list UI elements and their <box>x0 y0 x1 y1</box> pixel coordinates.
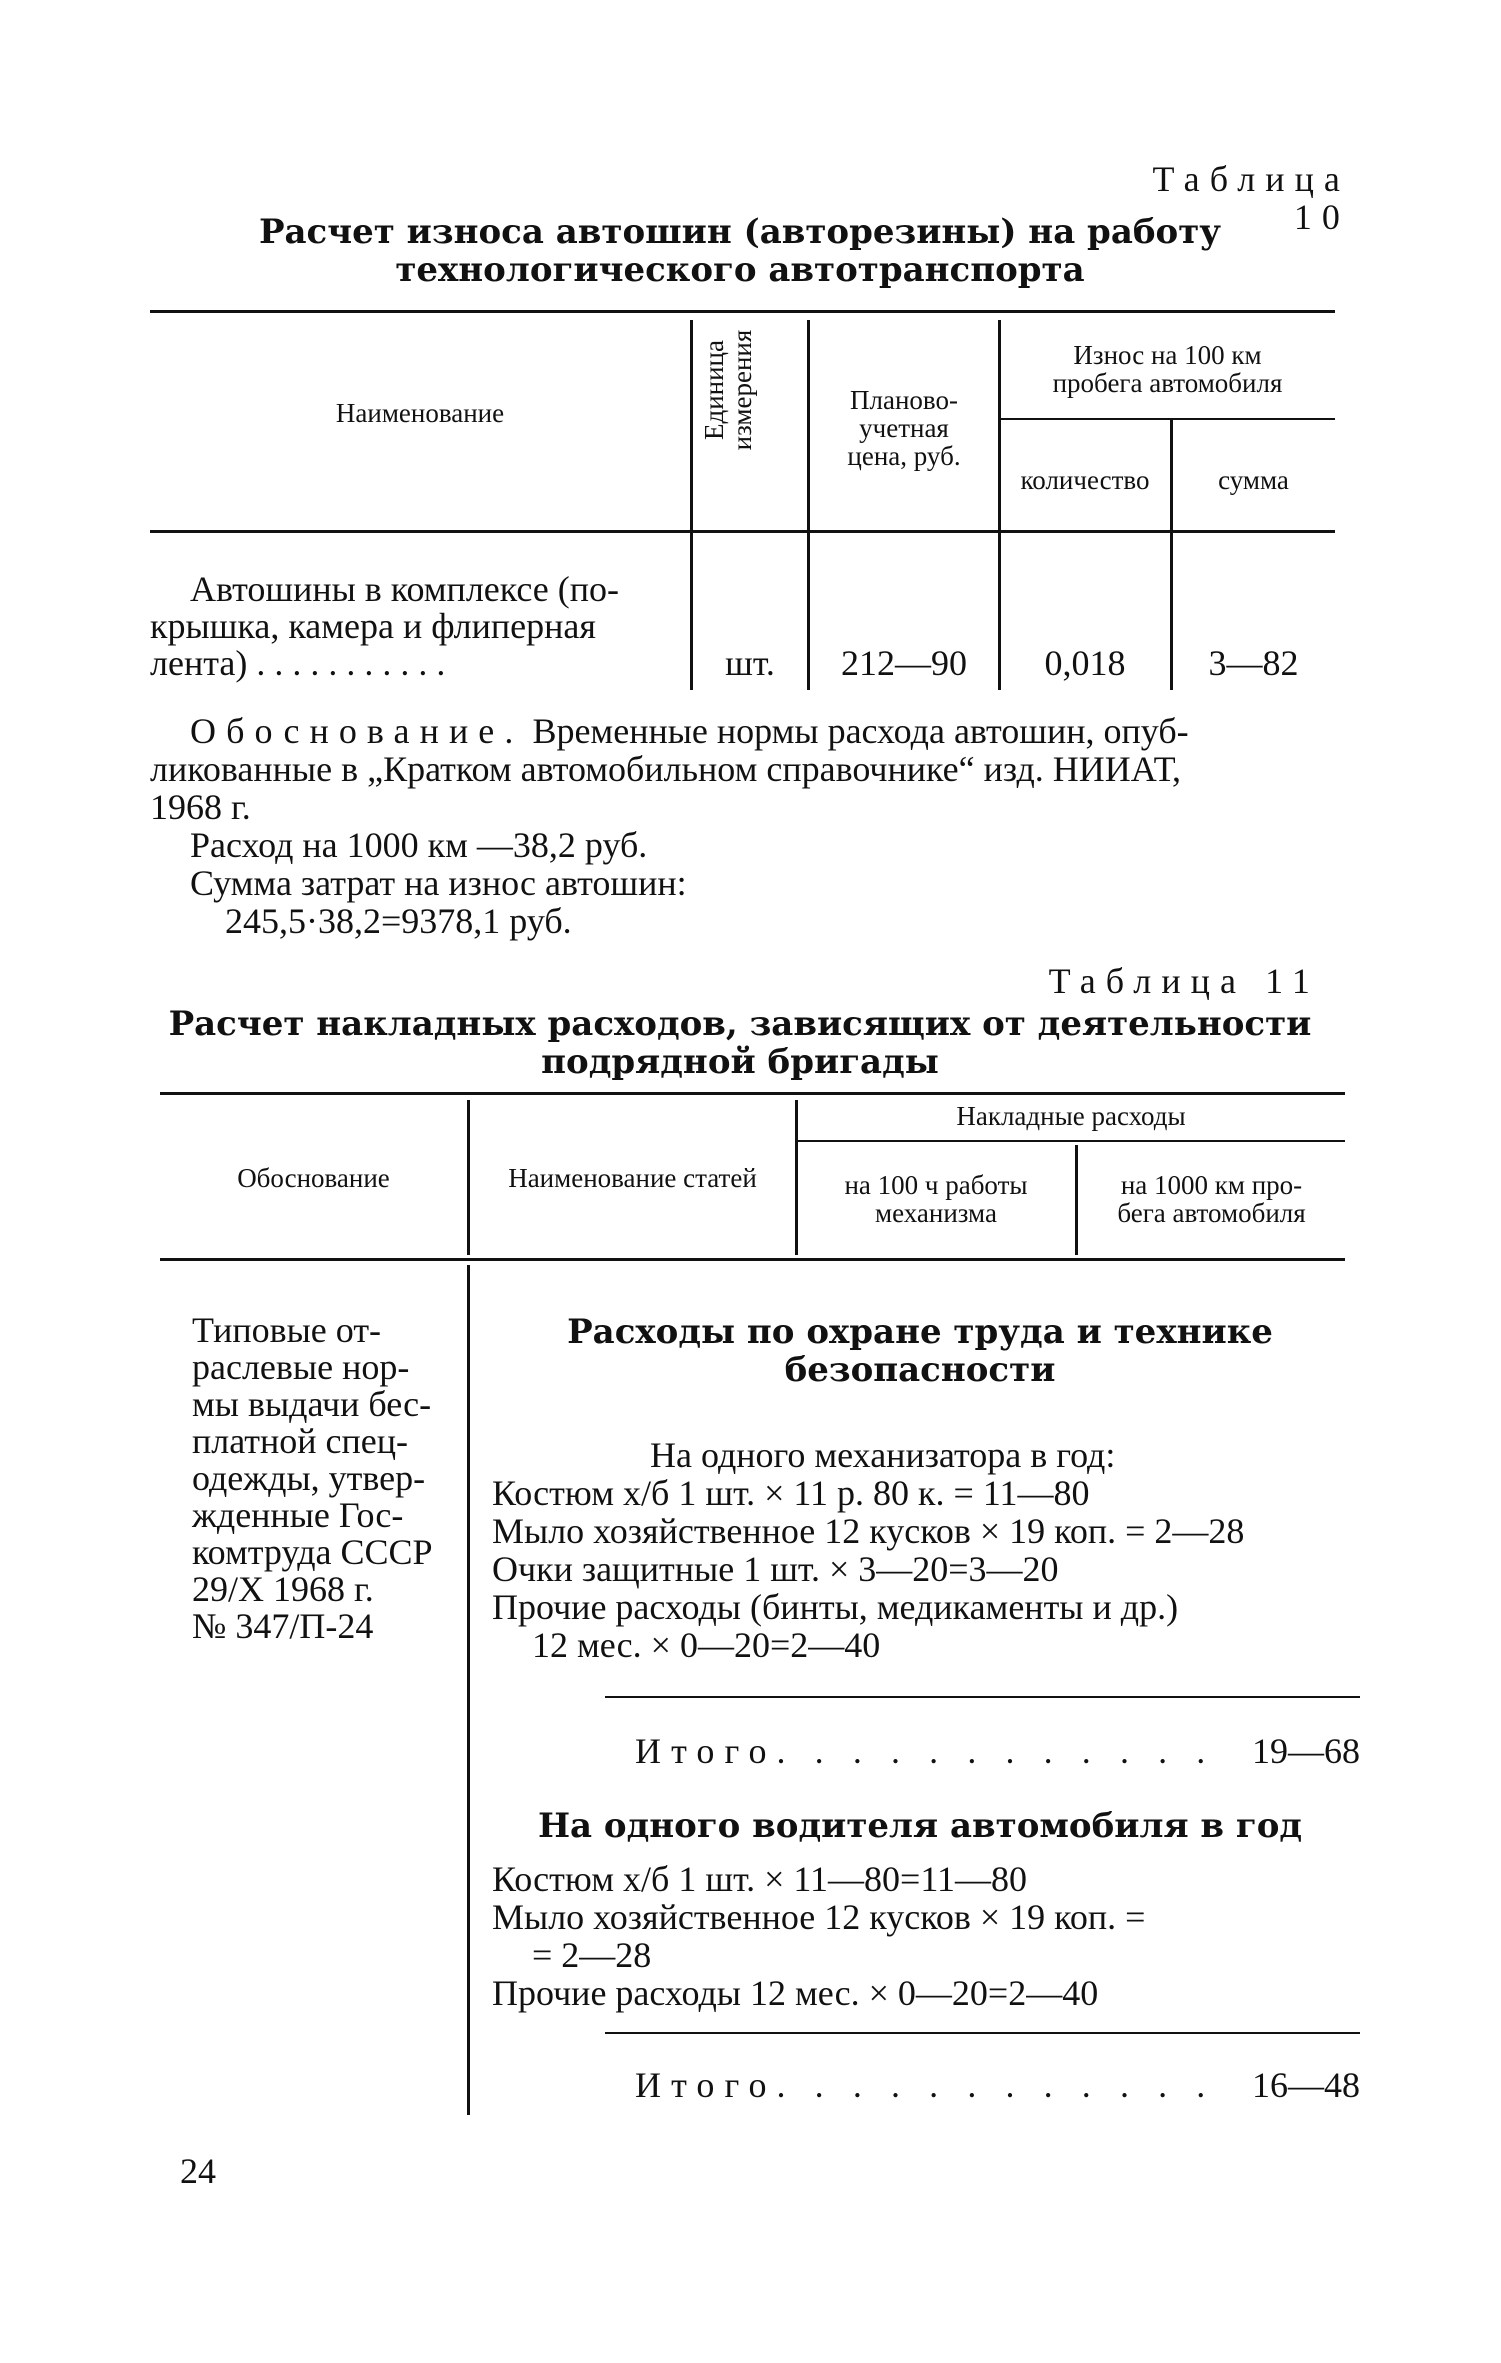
driver-line2: Мыло хозяйственное 12 кусков × 19 коп. = <box>492 1897 1146 1937</box>
table10-title-line2: технологического автотранспорта <box>395 250 1085 290</box>
table11-header-overhead: Накладные расходы <box>956 1101 1186 1131</box>
table10-header-unit <box>699 290 757 490</box>
table10-header-quantity: количество <box>1020 465 1150 495</box>
table10-wear-subrule <box>1000 418 1335 420</box>
table10-row-name-line1: Автошины в комплексе (по- <box>190 569 619 609</box>
table11-header-basis: Обоснование <box>237 1163 390 1193</box>
basis-line: Типовые от- <box>192 1310 382 1350</box>
mech-total-rule <box>605 1696 1360 1698</box>
page-number: 24 <box>180 2151 216 2191</box>
mech-line2: Мыло хозяйственное 12 кусков × 19 коп. = 2—28 <box>492 1511 1245 1551</box>
table11-top-rule <box>160 1092 1345 1095</box>
table10-header-sum: сумма <box>1218 465 1289 495</box>
basis-line: № 347/П-24 <box>192 1606 374 1646</box>
justification-line3: 1968 г. <box>150 787 251 827</box>
mech-line4: Прочие расходы (бинты, медикаменты и др.) <box>492 1587 1179 1627</box>
driver-line4: Прочие расходы 12 мес. × 0—20=2—40 <box>492 1973 1099 2013</box>
table10-row-sum: 3—82 <box>1208 643 1299 683</box>
basis-line: жденные Гос- <box>192 1495 404 1535</box>
table11-section-title-line1: Расходы по охране труда и технике <box>567 1312 1273 1352</box>
justification-line1-rest: Временные нормы расхода автошин, опуб- <box>532 711 1189 751</box>
basis-line: комтруда СССР <box>192 1532 433 1572</box>
basis-line: мы выдачи бес- <box>192 1384 432 1424</box>
table10-header-rule <box>150 530 1335 533</box>
table10-col-divider <box>807 320 810 690</box>
table11-header-per100-line1: на 100 ч работы <box>844 1170 1028 1200</box>
table10-header-name: Наименование <box>335 398 505 428</box>
table10-header-price-line1: Планово- <box>850 385 958 415</box>
table11-header-per1000-line1: на 1000 км про- <box>1120 1170 1303 1200</box>
table10-label: Таблица 10 <box>1152 159 1350 237</box>
mech-line1: Костюм х/б 1 шт. × 11 р. 80 к. = 11—80 <box>492 1473 1090 1513</box>
mech-line5: 12 мес. × 0—20=2—40 <box>532 1625 881 1665</box>
table10-header-unit-line2: измерения <box>727 329 757 451</box>
driver-line3: = 2—28 <box>532 1935 652 1975</box>
justification-line5: Сумма затрат на износ автошин: <box>190 863 687 903</box>
table10-header-price-line2: учетная <box>859 413 949 443</box>
table10-title-line1: Расчет износа автошин (авторезины) на работу <box>258 212 1222 252</box>
table11-body-divider <box>467 1265 470 2115</box>
driver-total-label: Итого. . . . . . . . . . . . <box>635 2065 1216 2105</box>
table11-label: Таблица 11 <box>1048 961 1320 1001</box>
basis-line: платной спец- <box>192 1421 409 1461</box>
driver-total-rule <box>605 2032 1360 2034</box>
justification-line2: ликованные в „Кратком автомобильном справочнике“ изд. НИИАТ, <box>150 749 1181 789</box>
justification-label: Обоснование. <box>190 711 524 751</box>
table10-row-name-line2: крышка, камера и флиперная <box>150 606 596 646</box>
mech-line3: Очки защитные 1 шт. × 3—20=3—20 <box>492 1549 1059 1589</box>
table11-header-rule <box>160 1258 1345 1261</box>
basis-line: раслевые нор- <box>192 1347 410 1387</box>
table11-basis-text <box>192 1312 467 1645</box>
driver-heading: На одного водителя автомобиля в год <box>537 1806 1303 1846</box>
driver-line1: Костюм х/б 1 шт. × 11—80=11—80 <box>492 1859 1028 1899</box>
mech-total-label: Итого. . . . . . . . . . . . <box>635 1731 1216 1771</box>
table11-header-per100-line2: механизма <box>875 1198 997 1228</box>
table10-row-price: 212—90 <box>841 643 967 683</box>
justification-line6: 245,5·38,2=9378,1 руб. <box>225 901 572 941</box>
table11-title-line2: подрядной бригады <box>541 1042 939 1082</box>
justification-line4: Расход на 1000 км —38,2 руб. <box>190 825 648 865</box>
mech-total-value: 19—68 <box>1252 1731 1360 1771</box>
table11-section-title-line2: безопасности <box>784 1350 1056 1390</box>
table10-col-divider <box>690 320 693 690</box>
table11-overhead-subrule <box>797 1140 1345 1142</box>
table11-title-line1: Расчет накладных расходов, зависящих от деятельности <box>168 1004 1312 1044</box>
justification-line1 <box>190 712 1340 750</box>
table11-header-per1000-line2: бега автомобиля <box>1117 1198 1306 1228</box>
table11-header-items: Наименование статей <box>508 1163 757 1193</box>
table10-header-unit-line1: Единица <box>699 340 729 441</box>
table10-row-unit: шт. <box>725 643 775 683</box>
table10-row-name-line3: лента) . . . . . . . . . . . <box>150 643 446 683</box>
table10-header-wear-line2: пробега автомобиля <box>1052 368 1283 398</box>
basis-line: 29/X 1968 г. <box>192 1569 374 1609</box>
basis-line: одежды, утвер- <box>192 1458 426 1498</box>
mech-heading: На одного механизатора в год: <box>650 1435 1116 1475</box>
table10-header-price-line3: цена, руб. <box>847 441 961 471</box>
table10-row-quantity: 0,018 <box>1044 643 1126 683</box>
table10-header-wear-line1: Износ на 100 км <box>1073 340 1262 370</box>
driver-total-value: 16—48 <box>1252 2065 1360 2105</box>
